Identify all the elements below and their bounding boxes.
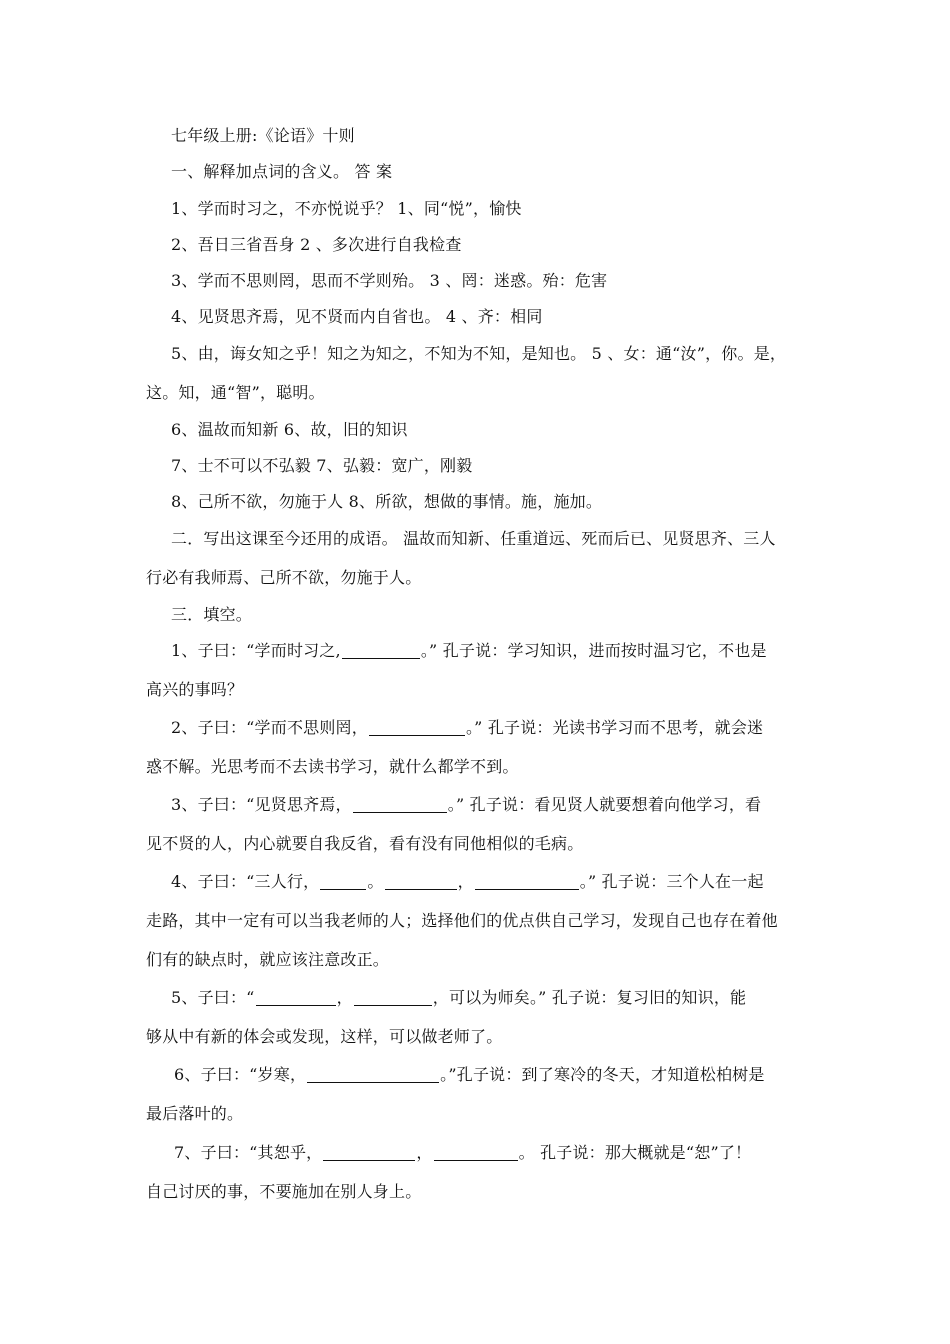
section1-item: 7、士不可以不弘毅 7、弘毅：宽广，刚毅 <box>171 456 473 475</box>
section1-item: 5、由，诲女知之乎！知之为知之，不知为不知，是知也。 5 、女：通“汝”，你。是， <box>171 344 787 363</box>
fill-question-2: 2、子曰：“学而不思则罔， 。” 孔子说：光读书学习而不思考，就会迷 <box>171 718 764 737</box>
section1-heading: 一、解释加点词的含义。 答 案 <box>171 162 393 181</box>
section1-item: 3、学而不思则罔，思而不学则殆。 3 、罔：迷惑。殆：危害 <box>171 271 608 290</box>
answer-blank[interactable] <box>353 797 447 813</box>
fill-question-6: 6、子曰：“岁寒， 。”孔子说：到了寒冷的冬天，才知道松柏树是 <box>174 1065 765 1084</box>
section1-item: 6、温故而知新 6、故，旧的知识 <box>171 420 408 439</box>
section2-text: 二．写出这课至今还用的成语。 温故而知新、任重道远、死而后已、见贤思齐、三人 <box>171 529 776 548</box>
answer-blank[interactable] <box>354 990 432 1006</box>
answer-blank[interactable] <box>342 643 420 659</box>
section1-item: 2、吾日三省吾身 2 、多次进行自我检查 <box>171 235 462 254</box>
answer-blank[interactable] <box>256 990 336 1006</box>
answer-blank[interactable] <box>320 874 366 890</box>
section1-item: 8、己所不欲，勿施于人 8、所欲，想做的事情。施，施加。 <box>171 492 603 511</box>
section1-item-continuation: 这。知，通“智”，聪明。 <box>146 383 325 402</box>
section1-item: 1、学而时习之，不亦悦说乎？ 1、同“悦”，愉快 <box>171 199 522 218</box>
fill-question-1-continuation: 高兴的事吗？ <box>146 680 244 699</box>
answer-blank[interactable] <box>307 1067 439 1083</box>
section1-item: 4、见贤思齐焉，见不贤而内自省也。 4 、齐：相同 <box>171 307 543 326</box>
fill-question-3: 3、子曰：“见贤思齐焉， 。” 孔子说：看见贤人就要想着向他学习，看 <box>171 795 762 814</box>
fill-question-4-continuation: 们有的缺点时，就应该注意改正。 <box>146 950 390 969</box>
fill-question-4: 4、子曰：“三人行， 。 ， 。” 孔子说：三个人在一起 <box>171 872 764 891</box>
fill-question-6-continuation: 最后落叶的。 <box>146 1104 244 1123</box>
fill-question-4-continuation: 走路，其中一定有可以当我老师的人；选择他们的优点供自己学习，发现自己也存在着他 <box>146 911 778 930</box>
fill-question-5-continuation: 够从中有新的体会或发现，这样，可以做老师了。 <box>146 1027 503 1046</box>
fill-question-7-continuation: 自己讨厌的事，不要施加在别人身上。 <box>146 1182 422 1201</box>
answer-blank[interactable] <box>323 1145 415 1161</box>
answer-blank[interactable] <box>475 874 579 890</box>
section3-heading: 三．填空。 <box>171 605 253 624</box>
section2-text-continuation: 行必有我师焉、己所不欲，勿施于人。 <box>146 568 422 587</box>
fill-question-2-continuation: 惑不解。光思考而不去读书学习，就什么都学不到。 <box>146 757 519 776</box>
answer-blank[interactable] <box>369 720 465 736</box>
fill-question-3-continuation: 见不贤的人，内心就要自我反省，看有没有同他相似的毛病。 <box>146 834 584 853</box>
fill-question-1: 1、子曰：“学而时习之, 。” 孔子说：学习知识，进而按时温习它，不也是 <box>171 641 767 660</box>
answer-blank[interactable] <box>434 1145 518 1161</box>
fill-question-5: 5、子曰：“ ， ，可以为师矣。” 孔子说：复习旧的知识，能 <box>171 988 747 1007</box>
answer-blank[interactable] <box>385 874 457 890</box>
document-title: 七年级上册:《论语》十则 <box>171 126 355 145</box>
fill-question-7: 7、子曰：“其恕乎， ， 。 孔子说：那大概就是“恕”了！ <box>174 1143 752 1162</box>
